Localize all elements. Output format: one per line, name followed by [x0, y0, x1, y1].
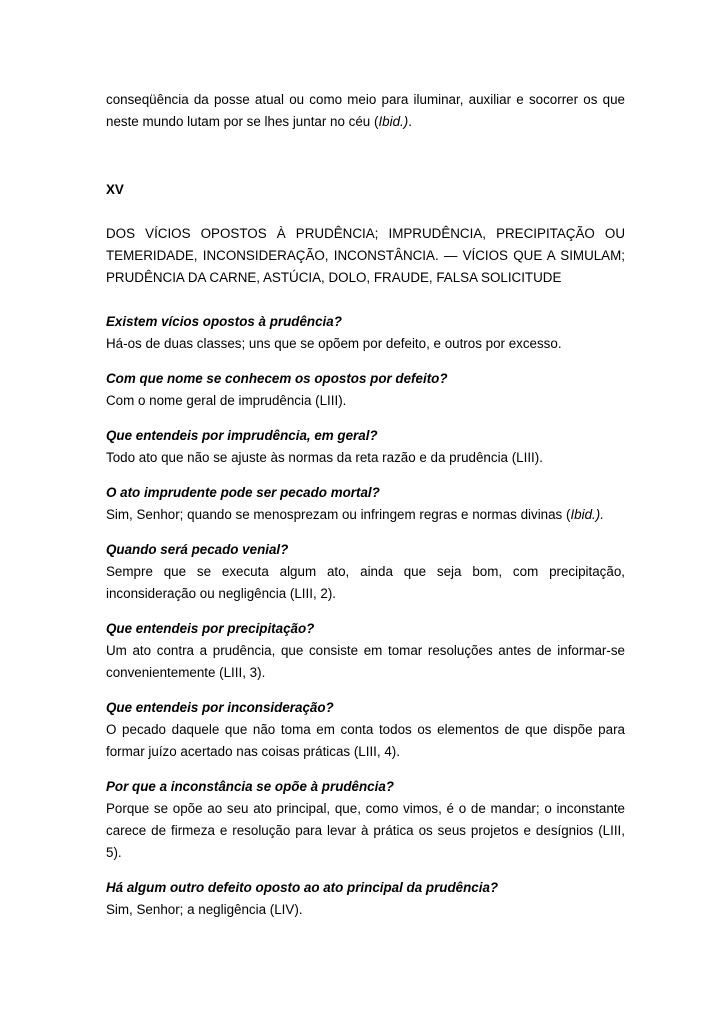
answer: Porque se opõe ao seu ato principal, que, como vimos, é o de mandar; o inconstante carece de firmeza e resolução para levar à prática os seus projetos e desígnios (LIII, 5).	[106, 801, 625, 860]
qa-item	[106, 539, 625, 605]
answer-text: Sim, Senhor; quando se menosprezam ou infringem regras e normas divinas (	[106, 507, 571, 522]
question: Que entendeis por inconsideração?	[106, 700, 334, 715]
qa-item	[106, 368, 625, 412]
chapter-number: XV	[106, 182, 124, 197]
question: Que entendeis por imprudência, em geral?	[106, 428, 378, 443]
answer-ref: Ibid.).	[570, 507, 604, 522]
question: Por que a inconstância se opõe à prudência?	[106, 779, 394, 794]
answer: O pecado daquele que não toma em conta todos os elementos de que dispõe para formar juízo acertado nas coisas práticas (LIII, 4).	[106, 722, 625, 759]
question: Quando será pecado venial?	[106, 542, 289, 557]
answer: Todo ato que não se ajuste às normas da reta razão e da prudência (LIII).	[106, 450, 543, 465]
answer: Com o nome geral de imprudência (LIII).	[106, 393, 347, 408]
qa-item	[106, 618, 625, 684]
question: Há algum outro defeito oposto ao ato principal da prudência?	[106, 880, 499, 895]
question: Com que nome se conhecem os opostos por defeito?	[106, 371, 448, 386]
qa-item	[106, 425, 625, 469]
answer: Um ato contra a prudência, que consiste em tomar resoluções antes de informar-se convenientemente (LIII, 3).	[106, 643, 625, 680]
qa-item	[106, 311, 625, 355]
question: Que entendeis por precipitação?	[106, 621, 315, 636]
qa-item	[106, 877, 625, 921]
intro-text-b: .	[408, 114, 412, 129]
answer: Sempre que se executa algum ato, ainda que seja bom, com precipitação, inconsideração ou negligência (LIII, 2).	[106, 564, 625, 601]
chapter-title: DOS VÍCIOS OPOSTOS À PRUDÊNCIA; IMPRUDÊNCIA, PRECIPITAÇÃO OU TEMERIDADE, INCONSIDERAÇÃO, INCONSTÂNCIA. — VÍCIOS QUE A SIMULAM; PRUDÊNCIA DA CARNE, ASTÚCIA, DOLO, FRAUDE, FALSA SOLICITUDE	[106, 226, 625, 285]
qa-item	[106, 482, 625, 526]
answer: Há-os de duas classes; uns que se opõem por defeito, e outros por excesso.	[106, 336, 562, 351]
question: Existem vícios opostos à prudência?	[106, 314, 342, 329]
qa-item	[106, 697, 625, 763]
intro-ref: Ibid.)	[378, 114, 409, 129]
answer	[106, 504, 625, 526]
question: O ato imprudente pode ser pecado mortal?	[106, 485, 380, 500]
intro-text-a: conseqüência da posse atual ou como meio para iluminar, auxiliar e socorrer os que neste mundo lutam por se lhes juntar no céu (	[106, 92, 625, 129]
intro-paragraph	[106, 89, 625, 133]
document-page	[106, 89, 625, 934]
qa-item	[106, 776, 625, 864]
answer: Sim, Senhor; a negligência (LIV).	[106, 902, 303, 917]
